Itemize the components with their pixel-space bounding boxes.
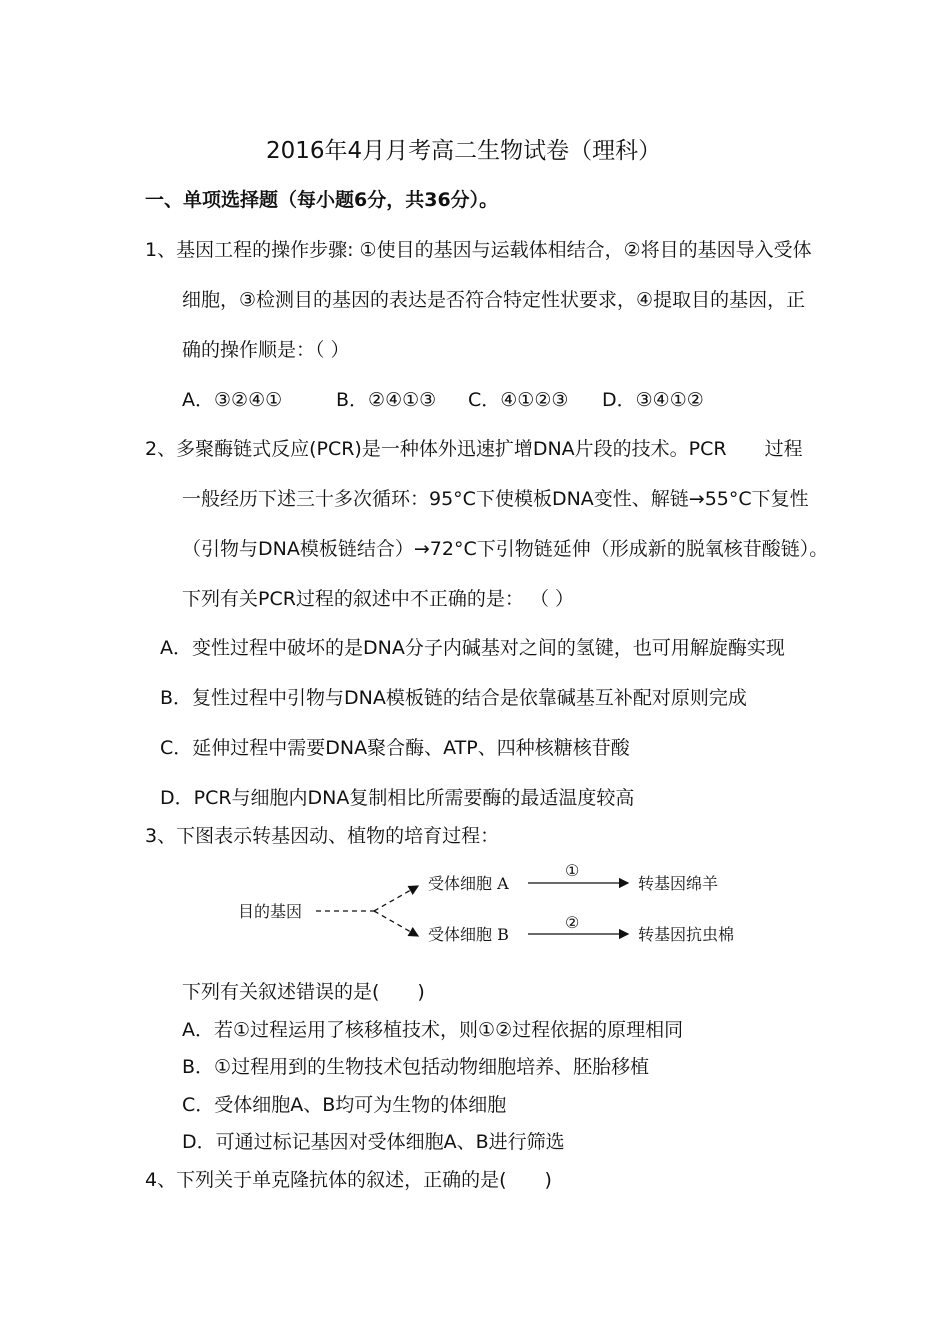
diagram-dashed-branch-b [374, 911, 418, 936]
q2-line-2: 一般经历下述三十多次循环：95°C下使模板DNA变性、解链→55°C下复性 [182, 488, 809, 510]
diagram-result-a: 转基因绵羊 [638, 874, 719, 893]
q3-stem: 3、下图表示转基因动、植物的培育过程： [145, 825, 500, 847]
q2-option-b: B．复性过程中引物与DNA模板链的结合是依靠碱基互补配对原则完成 [160, 687, 747, 709]
q2-line-4: 下列有关PCR过程的叙述中不正确的是： （ ） [182, 588, 575, 610]
q2-option-d: D．PCR与细胞内DNA复制相比所需要酶的最适温度较高 [160, 787, 635, 809]
q1-line-3: 确的操作顺是：（ ） [182, 339, 350, 361]
diagram-result-b: 转基因抗虫棉 [638, 925, 735, 944]
q1-line-2: 细胞，③检测目的基因的表达是否符合特定性状要求，④提取目的基因，正 [182, 289, 806, 311]
q3-prompt: 下列有关叙述错误的是( ) [182, 981, 425, 1003]
q4-stem: 4、下列关于单克隆抗体的叙述，正确的是( ) [145, 1169, 552, 1191]
q3-option-b: B．①过程用到的生物技术包括动物细胞培养、胚胎移植 [182, 1056, 650, 1078]
q1-option-d: D．③④①② [602, 389, 704, 411]
q2-option-a: A．变性过程中破坏的是DNA分子内碱基对之间的氢键，也可用解旋酶实现 [160, 637, 785, 659]
diagram-source-label: 目的基因 [238, 902, 303, 921]
q3-option-c: C．受体细胞A、B均可为生物的体细胞 [182, 1094, 507, 1116]
q3-option-a: A．若①过程运用了核移植技术，则①②过程依据的原理相同 [182, 1019, 684, 1041]
q1-option-a: A．③②④① [182, 389, 283, 411]
page-title: 2016年4月月考高二生物试卷（理科） [266, 138, 662, 164]
transgenic-diagram [230, 850, 770, 960]
q2-line-1: 2、多聚酶链式反应(PCR)是一种体外迅速扩增DNA片段的技术。PCR 过程 [145, 438, 803, 460]
q2-option-c: C．延伸过程中需要DNA聚合酶、ATP、四种核糖核苷酸 [160, 737, 630, 759]
diagram-dashed-branch-a [374, 886, 418, 911]
section-heading: 一、单项选择题（每小题6分，共36分）。 [145, 189, 499, 211]
q2-line-3: （引物与DNA模板链结合）→72°C下引物链延伸（形成新的脱氧核苷酸链）。 [182, 538, 829, 560]
q1-line-1: 1、基因工程的操作步骤: ①使目的基因与运载体相结合，②将目的基因导入受体 [145, 239, 812, 261]
diagram-step-1: ① [565, 861, 580, 880]
diagram-cell-b: 受体细胞 B [428, 925, 509, 944]
diagram-cell-a: 受体细胞 A [428, 874, 509, 893]
diagram-step-2: ② [565, 913, 580, 932]
q3-option-d: D．可通过标记基因对受体细胞A、B进行筛选 [182, 1131, 565, 1153]
q1-option-c: C．④①②③ [468, 389, 569, 411]
q1-option-b: B．②④①③ [336, 389, 437, 411]
